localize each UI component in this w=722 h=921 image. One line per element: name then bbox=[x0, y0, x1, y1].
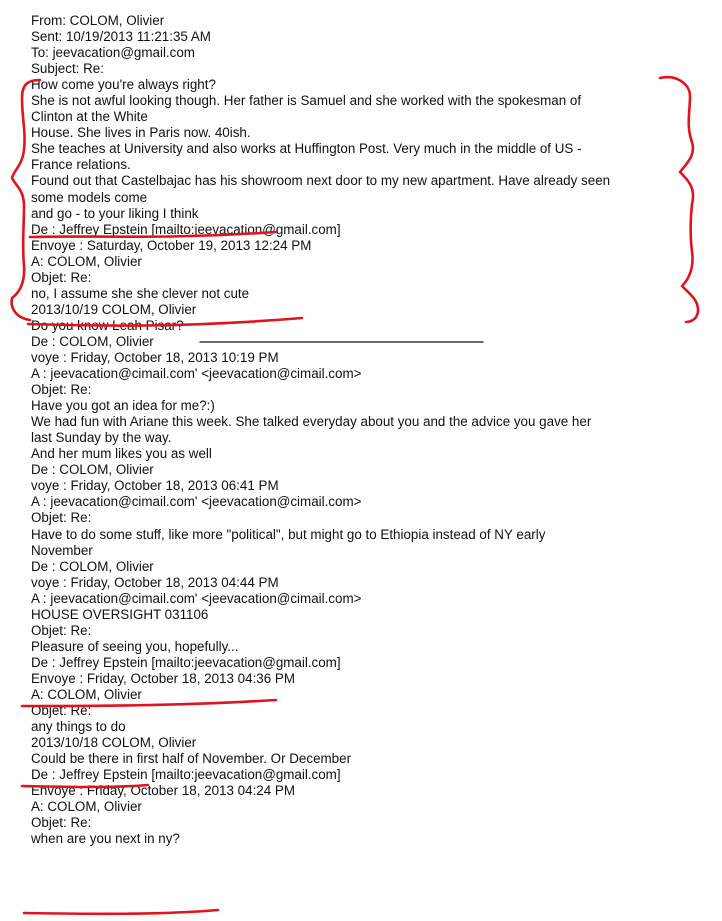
email-line: Clinton at the White bbox=[31, 109, 148, 125]
email-line: 2013/10/18 COLOM, Olivier bbox=[31, 735, 197, 751]
email-line: when are you next in ny? bbox=[31, 831, 180, 847]
email-line: To: jeevacation@gmail.com bbox=[31, 45, 195, 61]
email-thread bbox=[31, 13, 701, 847]
email-line: Sent: 10/19/2013 11:21:35 AM bbox=[31, 29, 211, 45]
email-line: November bbox=[31, 542, 93, 558]
email-line: Have to do some stuff, like more "political", but might go to Ethiopia instead of NY early bbox=[31, 526, 546, 542]
email-line: Subject: Re: bbox=[31, 61, 104, 77]
email-line: A : jeevacation@cimail.com' <jeevacation@cimail.com> bbox=[31, 494, 362, 510]
email-line: House. She lives in Paris now. 40ish. bbox=[31, 125, 251, 141]
email-line: She teaches at University and also works at Huffington Post. Very much in the middle of US - bbox=[31, 141, 582, 157]
email-line: How come you're always right? bbox=[31, 77, 216, 93]
email-line: Do you know Leah Pisar? bbox=[31, 317, 184, 333]
email-line: some models come bbox=[31, 189, 148, 205]
email-line: A: COLOM, Olivier bbox=[31, 799, 142, 815]
email-line: A: COLOM, Olivier bbox=[31, 253, 142, 269]
email-line: voye : Friday, October 18, 2013 10:19 PM bbox=[31, 349, 279, 365]
email-line: any things to do bbox=[31, 719, 126, 735]
email-line: De : Jeffrey Epstein [mailto:jeevacation@gmail.com] bbox=[31, 221, 341, 237]
underline-mark bbox=[24, 910, 218, 914]
email-line: A : jeevacation@cimail.com' <jeevacation@cimail.com> bbox=[31, 590, 362, 606]
email-line: Pleasure of seeing you, hopefully... bbox=[31, 638, 239, 654]
email-line: Objet: Re: bbox=[31, 815, 92, 831]
email-line: 2013/10/19 COLOM, Olivier bbox=[31, 301, 197, 317]
email-line: De : COLOM, Olivier bbox=[31, 558, 154, 574]
email-line: last Sunday by the way. bbox=[31, 430, 172, 446]
email-line: Objet: Re: bbox=[31, 382, 92, 398]
email-line: We had fun with Ariane this week. She talked everyday about you and the advice you gave her bbox=[31, 414, 592, 430]
email-line: France relations. bbox=[31, 157, 131, 173]
email-line: HOUSE OVERSIGHT 031106 bbox=[31, 606, 209, 622]
email-line: From: COLOM, Olivier bbox=[31, 13, 165, 28]
email-line: Objet: Re: bbox=[31, 269, 92, 285]
email-line: voye : Friday, October 18, 2013 04:44 PM bbox=[31, 574, 279, 590]
email-line: Envoye : Saturday, October 19, 2013 12:24 PM bbox=[31, 237, 312, 253]
email-line: Found out that Castelbajac has his showroom next door to my new apartment. Have already seen bbox=[31, 173, 611, 189]
email-line: Objet: Re: bbox=[31, 703, 92, 719]
email-line: De : Jeffrey Epstein [mailto:jeevacation@gmail.com] bbox=[31, 767, 341, 783]
email-line: A : jeevacation@cimail.com' <jeevacation@cimail.com> bbox=[31, 366, 362, 382]
email-line: De : COLOM, Olivier bbox=[31, 462, 154, 478]
email-line: Have you got an idea for me?:) bbox=[31, 398, 215, 414]
email-line: and go - to your liking I think bbox=[31, 205, 199, 221]
email-line: Could be there in first half of November. Or December bbox=[31, 751, 352, 767]
email-line: A: COLOM, Olivier bbox=[31, 686, 142, 702]
email-line: Envoye : Friday, October 18, 2013 04:24 PM bbox=[31, 783, 295, 799]
email-line: voye : Friday, October 18, 2013 06:41 PM bbox=[31, 478, 279, 494]
email-line: De : COLOM, Olivier bbox=[31, 333, 154, 349]
email-line: De : Jeffrey Epstein [mailto:jeevacation@gmail.com] bbox=[31, 654, 341, 670]
email-line: no, I assume she she clever not cute bbox=[31, 285, 250, 301]
email-line: She is not awful looking though. Her father is Samuel and she worked with the spokesman of bbox=[31, 93, 582, 109]
email-line: Envoye : Friday, October 18, 2013 04:36 PM bbox=[31, 670, 295, 686]
email-line: Objet: Re: bbox=[31, 622, 92, 638]
email-line: Objet: Re: bbox=[31, 510, 92, 526]
email-line: And her mum likes you as well bbox=[31, 446, 212, 462]
